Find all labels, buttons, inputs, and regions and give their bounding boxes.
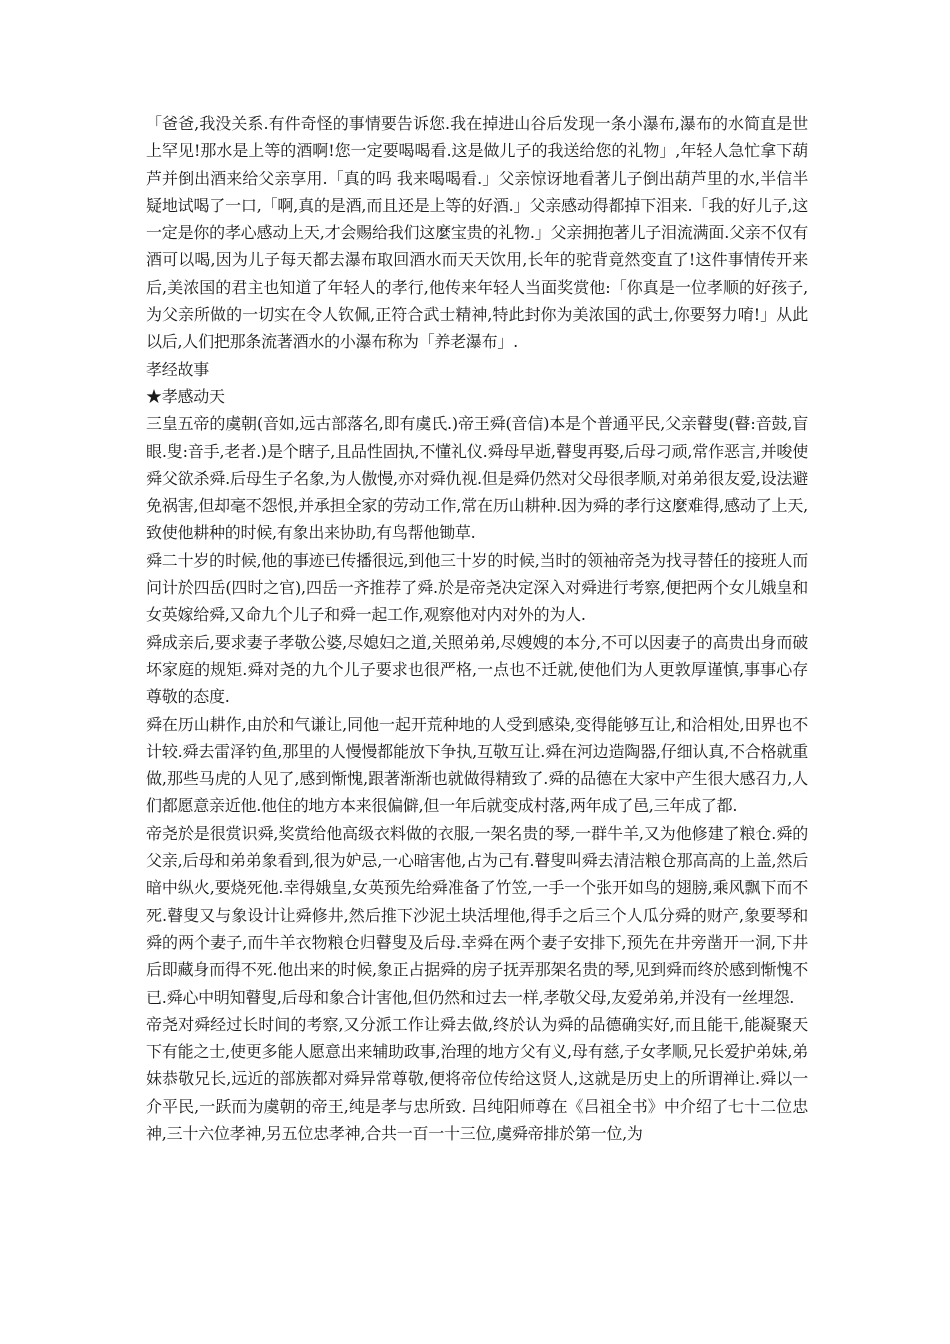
paragraph-shun-virtue: 舜在历山耕作,由於和气谦让,同他一起开荒种地的人受到感染,变得能够互让,和洽相处,田界也不计较.舜去雷泽钓鱼,那里的人慢慢都能放下争执,互敬互让.舜在河边造陶器,仔细认真,不合格就重做,那些马虎的人见了,感到惭愧,跟著渐渐也就做得精致了.舜的品德在大家中产生很大感召力,人们都愿意亲近他.他住的地方本来很偏僻,但一年后就变成村落,两年成了邑,三年成了都. (146, 714, 808, 816)
paragraph-shun-abdication: 帝尧对舜经过长时间的考察,又分派工作让舜去做,终於认为舜的品德确实好,而且能干,能凝聚天下有能之士,使更多能人愿意出来辅助政事,治理的地方父有义,母有慈,子女孝顺,兄长爱护弟妹,弟妹恭敬兄长,远近的部族都对舜异常尊敬,便将帝位传给这贤人,这就是历史上的所谓禅让.舜以一介平民,一跃而为虞朝的帝王,纯是孝与忠所致. 吕纯阳师尊在《吕祖全书》中介绍了七十二位忠神,三十六位孝神,另五位忠孝神,合共一百一十三位,虞舜帝排於第一位,为 (146, 1014, 808, 1143)
paragraph-shun-marriage: 舜成亲后,要求妻子孝敬公婆,尽媳妇之道,关照弟弟,尽嫂嫂的本分,不可以因妻子的高贵出身而破坏家庭的规矩.舜对尧的九个儿子要求也很严格,一点也不迁就,使他们为人更敦厚谨慎,事事心存尊敬的态度. (146, 632, 808, 707)
paragraph-shun-trials: 帝尧於是很赏识舜,奖赏给他高级衣料做的衣服,一架名贵的琴,一群牛羊,又为他修建了粮仓.舜的父亲,后母和弟弟象看到,很为妒忌,一心暗害他,占为己有.瞽叟叫舜去清洁粮仓那高高的上盖,然后暗中纵火,要烧死他.幸得娥皇,女英预先给舜准备了竹笠,一手一个张开如鸟的翅膀,乘风飘下而不死.瞽叟又与象设计让舜修井,然后推下沙泥土块活埋他,得手之后三个人瓜分舜的财产,象要琴和舜的两个妻子,而牛羊衣物粮仓归瞽叟及后母.幸舜在两个妻子安排下,预先在井旁凿开一洞,下井后即藏身而得不死.他出来的时候,象正占据舜的房子抚弄那架名贵的琴,见到舜而终於感到惭愧不已.舜心中明知瞽叟,后母和象合计害他,但仍然和过去一样,孝敬父母,友爱弟弟,并没有一丝埋怨. (146, 823, 808, 1007)
paragraph-shun-recommended: 舜二十岁的时候,他的事迹已传播很远,到他三十岁的时候,当时的领袖帝尧为找寻替任的接班人而问计於四岳(四时之官),四岳一齐推荐了舜.於是帝尧决定深入对舜进行考察,便把两个女儿娥皇和女英嫁给舜,又命九个儿子和舜一起工作,观察他对内对外的为人. (146, 550, 808, 625)
story-title: ★孝感动天 (146, 386, 225, 406)
section-heading: 孝经故事 (146, 359, 210, 379)
document-page (146, 110, 808, 1147)
paragraph-yanglao-story: 「爸爸,我没关系.有件奇怪的事情要告诉您.我在掉进山谷后发现一条小瀑布,瀑布的水简直是世上罕见!那水是上等的酒啊!您一定要喝喝看.这是做儿子的我送给您的礼物」,年轻人急忙拿下葫芦并倒出酒来给父亲享用.「真的吗 我来喝喝看.」父亲惊讶地看著儿子倒出葫芦里的水,半信半疑地试喝了一口,「啊,真的是酒,而且还是上等的好酒.」父亲感动得都掉下泪来.「我的好儿子,这一定是你的孝心感动上天,才会赐给我们这麼宝贵的礼物.」父亲拥抱著儿子泪流满面.父亲不仅有酒可以喝,因为儿子每天都去瀑布取回酒水而天天饮用,长年的驼背竟然变直了!这件事情传开来后,美浓国的君主也知道了年轻人的孝行,他传来年轻人当面奖赏他:「你真是一位孝顺的好孩子,为父亲所做的一切实在令人钦佩,正符合武士精神,特此封你为美浓国的武士,你要努力唷!」从此以后,人们把那条流著酒水的小瀑布称为「养老瀑布」. (146, 114, 808, 352)
paragraph-shun-intro: 三皇五帝的虞朝(音如,远古部落名,即有虞氏.)帝王舜(音信)本是个普通平民,父亲瞽叟(瞽:音鼓,盲眼.叟:音手,老者.)是个瞎子,且品性固执,不懂礼仪.舜母早逝,瞽叟再娶,后母刁顽,常作恶言,并唆使舜父欲杀舜.后母生子名象,为人傲慢,亦对舜仇视.但是舜仍然对父母很孝顺,对弟弟很友爱,设法避免祸害,但却毫不怨恨,并承担全家的劳动工作,常在历山耕种.因为舜的孝行这麼难得,感动了上天,致使他耕种的时候,有象出来协助,有鸟帮他锄草. (146, 414, 808, 543)
